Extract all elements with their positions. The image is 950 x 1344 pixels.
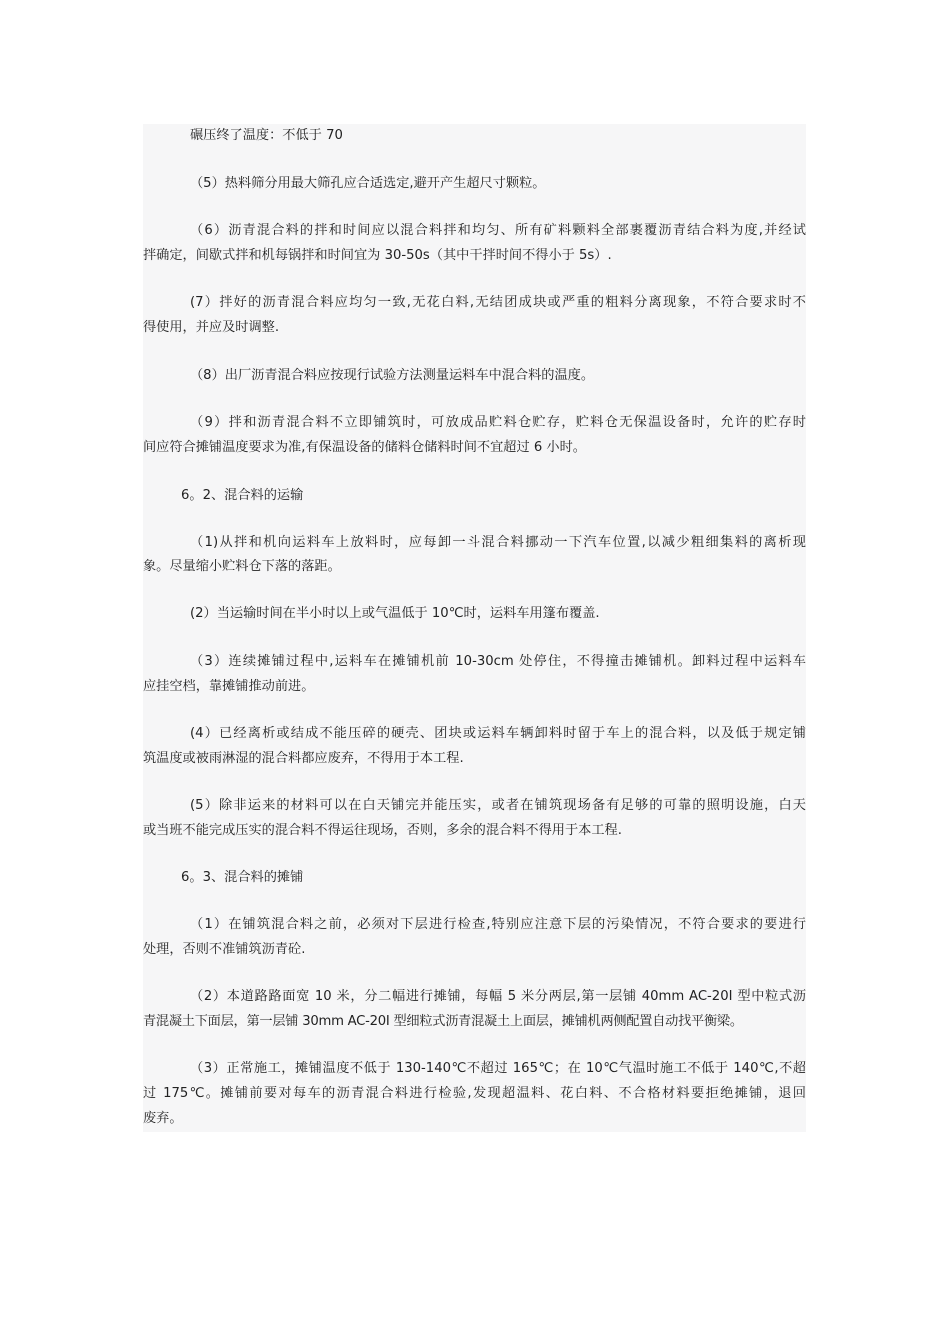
paragraph-line: （6）沥青混合料的拌和时间应以混合料拌和均匀、所有矿料颗料全部裹覆沥青结合料为度,并经试 [190, 223, 806, 238]
paragraph-line: (7）拌好的沥青混合料应均匀一致,无花白料,无结团成块或严重的粗料分离现象，不符合要求时不 [190, 295, 806, 310]
paragraph-line: （1)从拌和机向运料车上放料时，应每卸一斗混合料挪动一下汽车位置,以减少粗细集料的离析现 [190, 535, 806, 550]
paragraph-line: （1）在铺筑混合料之前，必须对下层进行检查,特别应注意下层的污染情况，不符合要求的要进行 [190, 917, 806, 932]
paragraph-line: （5）热料筛分用最大筛孔应合适选定,避开产生超尺寸颗粒。 [190, 176, 546, 191]
paragraph-line: 或当班不能完成压实的混合料不得运往现场，否则，多余的混合料不得用于本工程. [143, 823, 622, 838]
paragraph-line: (2）当运输时间在半小时以上或气温低于 10℃时，运料车用篷布覆盖. [190, 606, 600, 621]
paragraph-line: （2）本道路路面宽 10 米，分二幅进行摊铺，每幅 5 米分两层,第一层铺 40mm AC-20I 型中粒式沥 [190, 989, 806, 1004]
section-heading: 6。3、混合料的摊铺 [181, 870, 304, 885]
paragraph-line: (5）除非运来的材料可以在白天铺完并能压实，或者在铺筑现场备有足够的可靠的照明设施，白天 [190, 798, 806, 813]
paragraph-line: 应挂空档，靠摊铺推动前进。 [143, 679, 315, 694]
paragraph-line: 过 175℃。摊铺前要对每车的沥青混合料进行检验,发现超温料、花白料、不合格材料要拒绝摊铺，退回 [143, 1086, 806, 1101]
paragraph-line: （8）出厂沥青混合料应按现行试验方法测量运料车中混合料的温度。 [190, 368, 595, 383]
paragraph-line: 筑温度或被雨淋湿的混合料都应废弃，不得用于本工程. [143, 751, 464, 766]
paragraph-line: 处理，否则不准铺筑沥青砼. [143, 942, 306, 957]
paragraph-line: （3）连续摊铺过程中,运料车在摊铺机前 10-30cm 处停住，不得撞击摊铺机。卸料过程中运料车 [190, 654, 806, 669]
paragraph-line: 得使用，并应及时调整. [143, 320, 280, 335]
paragraph-line: 拌确定，间歇式拌和机每锅拌和时间宜为 30-50s（其中干拌时间不得小于 5s）. [143, 248, 612, 263]
section-heading: 6。2、混合料的运输 [181, 488, 304, 503]
document-body [143, 124, 806, 1132]
paragraph-line: （3）正常施工，摊铺温度不低于 130-140℃不超过 165℃；在 10℃气温时施工不低于 140℃,不超 [190, 1061, 806, 1076]
paragraph-line: （9）拌和沥青混合料不立即铺筑时，可放成品贮料仓贮存，贮料仓无保温设备时，允许的贮存时 [190, 415, 806, 430]
paragraph-line: 间应符合摊铺温度要求为准,有保温设备的储料仓储料时间不宜超过 6 小时。 [143, 440, 586, 455]
paragraph-line: 青混凝土下面层，第一层铺 30mm AC-20I 型细粒式沥青混凝土上面层，摊铺机两侧配置自动找平衡梁。 [143, 1014, 743, 1029]
paragraph-line: 碾压终了温度：不低于 70 [190, 128, 343, 143]
paragraph-line: 象。尽量缩小贮料仓下落的落距。 [143, 559, 341, 574]
paragraph-line: 废弃。 [143, 1111, 183, 1126]
paragraph-line: (4）已经离析或结成不能压碎的硬壳、团块或运料车辆卸料时留于车上的混合料，以及低于规定铺 [190, 726, 806, 741]
